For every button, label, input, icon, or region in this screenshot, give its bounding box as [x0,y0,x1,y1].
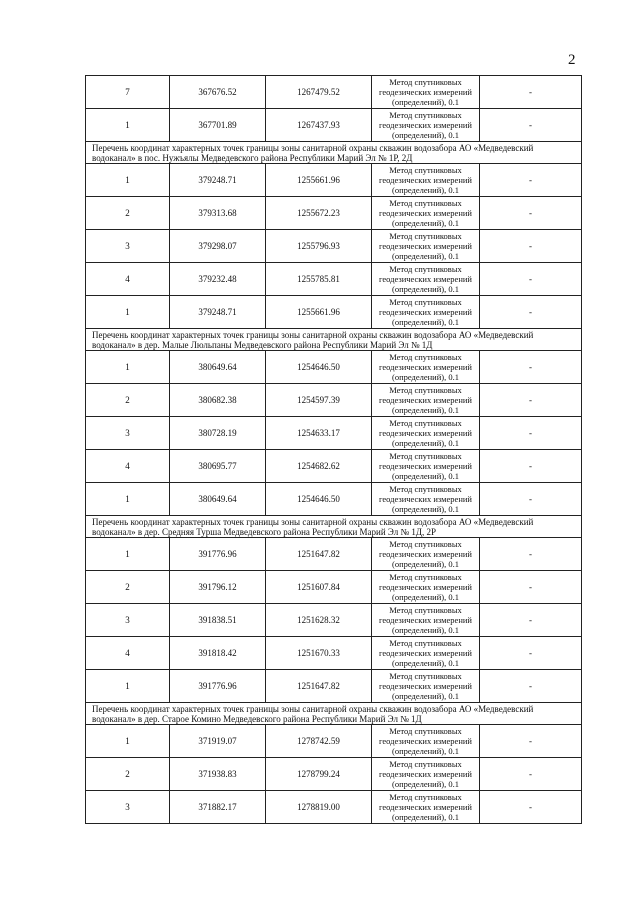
section-header-row [86,329,582,351]
section-header-row [86,516,582,538]
table-row [86,571,582,604]
point-number-cell: 1 [86,725,170,758]
x-coordinate-cell: 380649.64 [170,351,266,384]
method-cell: Метод спутниковых геодезических измерений (определений), 0.1 [372,791,480,824]
point-number-cell: 3 [86,604,170,637]
method-cell: Метод спутниковых геодезических измерений (определений), 0.1 [372,604,480,637]
x-coordinate-cell: 379248.71 [170,296,266,329]
method-cell: Метод спутниковых геодезических измерений (определений), 0.1 [372,351,480,384]
note-cell: - [480,197,582,230]
note-cell: - [480,109,582,142]
section-title: Перечень координат характерных точек границы зоны санитарной охраны скважин водозабора АО «Медведевский водоканал» в пос. Нужъялы Медведевского района Республики Марий Эл № 1Р, 2Д [86,142,582,164]
y-coordinate-cell: 1267479.52 [266,76,372,109]
method-cell: Метод спутниковых геодезических измерений (определений), 0.1 [372,76,480,109]
table-row [86,263,582,296]
y-coordinate-cell: 1254597.39 [266,384,372,417]
note-cell: - [480,230,582,263]
point-number-cell: 2 [86,571,170,604]
point-number-cell: 2 [86,384,170,417]
note-cell: - [480,791,582,824]
table-row [86,296,582,329]
method-cell: Метод спутниковых геодезических измерений (определений), 0.1 [372,230,480,263]
x-coordinate-cell: 371882.17 [170,791,266,824]
table-row [86,351,582,384]
note-cell: - [480,604,582,637]
x-coordinate-cell: 379248.71 [170,164,266,197]
y-coordinate-cell: 1251607.84 [266,571,372,604]
y-coordinate-cell: 1255796.93 [266,230,372,263]
method-cell: Метод спутниковых геодезических измерений (определений), 0.1 [372,483,480,516]
point-number-cell: 1 [86,351,170,384]
y-coordinate-cell: 1254633.17 [266,417,372,450]
y-coordinate-cell: 1267437.93 [266,109,372,142]
point-number-cell: 4 [86,450,170,483]
x-coordinate-cell: 391818.42 [170,637,266,670]
page-number: 2 [568,52,576,68]
y-coordinate-cell: 1251647.82 [266,670,372,703]
note-cell: - [480,296,582,329]
method-cell: Метод спутниковых геодезических измерений (определений), 0.1 [372,637,480,670]
x-coordinate-cell: 379298.07 [170,230,266,263]
point-number-cell: 3 [86,230,170,263]
section-header-row [86,142,582,164]
y-coordinate-cell: 1254682.62 [266,450,372,483]
table-row [86,670,582,703]
x-coordinate-cell: 391776.96 [170,538,266,571]
table-row [86,76,582,109]
x-coordinate-cell: 379232.48 [170,263,266,296]
note-cell: - [480,670,582,703]
y-coordinate-cell: 1255661.96 [266,296,372,329]
x-coordinate-cell: 380682.38 [170,384,266,417]
y-coordinate-cell: 1254646.50 [266,351,372,384]
y-coordinate-cell: 1278799.24 [266,758,372,791]
x-coordinate-cell: 380649.64 [170,483,266,516]
y-coordinate-cell: 1254646.50 [266,483,372,516]
note-cell: - [480,263,582,296]
point-number-cell: 7 [86,76,170,109]
table-row [86,725,582,758]
y-coordinate-cell: 1251670.33 [266,637,372,670]
table-row [86,384,582,417]
method-cell: Метод спутниковых геодезических измерений (определений), 0.1 [372,263,480,296]
note-cell: - [480,758,582,791]
y-coordinate-cell: 1278819.00 [266,791,372,824]
note-cell: - [480,538,582,571]
table-row [86,197,582,230]
table-row [86,109,582,142]
note-cell: - [480,417,582,450]
point-number-cell: 2 [86,197,170,230]
y-coordinate-cell: 1255785.81 [266,263,372,296]
x-coordinate-cell: 367676.52 [170,76,266,109]
method-cell: Метод спутниковых геодезических измерений (определений), 0.1 [372,670,480,703]
section-title: Перечень координат характерных точек границы зоны санитарной охраны скважин водозабора АО «Медведевский водоканал» в дер. Средняя Турша Медведевского района Республики Марий Эл № 1Д, 2Р [86,516,582,538]
note-cell: - [480,76,582,109]
point-number-cell: 3 [86,417,170,450]
method-cell: Метод спутниковых геодезических измерений (определений), 0.1 [372,109,480,142]
point-number-cell: 1 [86,296,170,329]
note-cell: - [480,571,582,604]
section-title: Перечень координат характерных точек границы зоны санитарной охраны скважин водозабора АО «Медведевский водоканал» в дер. Старое Комино Медведевского района Республики Марий Эл № 1Д [86,703,582,725]
note-cell: - [480,725,582,758]
point-number-cell: 1 [86,109,170,142]
x-coordinate-cell: 379313.68 [170,197,266,230]
note-cell: - [480,351,582,384]
x-coordinate-cell: 391838.51 [170,604,266,637]
method-cell: Метод спутниковых геодезических измерений (определений), 0.1 [372,417,480,450]
method-cell: Метод спутниковых геодезических измерений (определений), 0.1 [372,725,480,758]
table-row [86,758,582,791]
point-number-cell: 1 [86,538,170,571]
point-number-cell: 2 [86,758,170,791]
table-row [86,450,582,483]
x-coordinate-cell: 380695.77 [170,450,266,483]
method-cell: Метод спутниковых геодезических измерений (определений), 0.1 [372,384,480,417]
section-header-row [86,703,582,725]
table-row [86,230,582,263]
table-row [86,791,582,824]
point-number-cell: 1 [86,670,170,703]
y-coordinate-cell: 1255661.96 [266,164,372,197]
method-cell: Метод спутниковых геодезических измерений (определений), 0.1 [372,571,480,604]
method-cell: Метод спутниковых геодезических измерений (определений), 0.1 [372,296,480,329]
y-coordinate-cell: 1251647.82 [266,538,372,571]
point-number-cell: 4 [86,637,170,670]
note-cell: - [480,637,582,670]
y-coordinate-cell: 1278742.59 [266,725,372,758]
method-cell: Метод спутниковых геодезических измерений (определений), 0.1 [372,197,480,230]
method-cell: Метод спутниковых геодезических измерений (определений), 0.1 [372,538,480,571]
note-cell: - [480,483,582,516]
x-coordinate-cell: 391776.96 [170,670,266,703]
table-row [86,637,582,670]
x-coordinate-cell: 367701.89 [170,109,266,142]
point-number-cell: 3 [86,791,170,824]
table-row [86,417,582,450]
table-row [86,604,582,637]
method-cell: Метод спутниковых геодезических измерений (определений), 0.1 [372,450,480,483]
x-coordinate-cell: 371938.83 [170,758,266,791]
method-cell: Метод спутниковых геодезических измерений (определений), 0.1 [372,164,480,197]
x-coordinate-cell: 391796.12 [170,571,266,604]
point-number-cell: 4 [86,263,170,296]
note-cell: - [480,450,582,483]
coordinates-table [85,75,582,824]
table-row [86,164,582,197]
y-coordinate-cell: 1255672.23 [266,197,372,230]
point-number-cell: 1 [86,164,170,197]
section-title: Перечень координат характерных точек границы зоны санитарной охраны скважин водозабора АО «Медведевский водоканал» в дер. Малые Люльпаны Медведевского района Республики Марий Эл № 1Д [86,329,582,351]
table-row [86,483,582,516]
x-coordinate-cell: 380728.19 [170,417,266,450]
note-cell: - [480,164,582,197]
method-cell: Метод спутниковых геодезических измерений (определений), 0.1 [372,758,480,791]
note-cell: - [480,384,582,417]
table-row [86,538,582,571]
x-coordinate-cell: 371919.07 [170,725,266,758]
point-number-cell: 1 [86,483,170,516]
y-coordinate-cell: 1251628.32 [266,604,372,637]
